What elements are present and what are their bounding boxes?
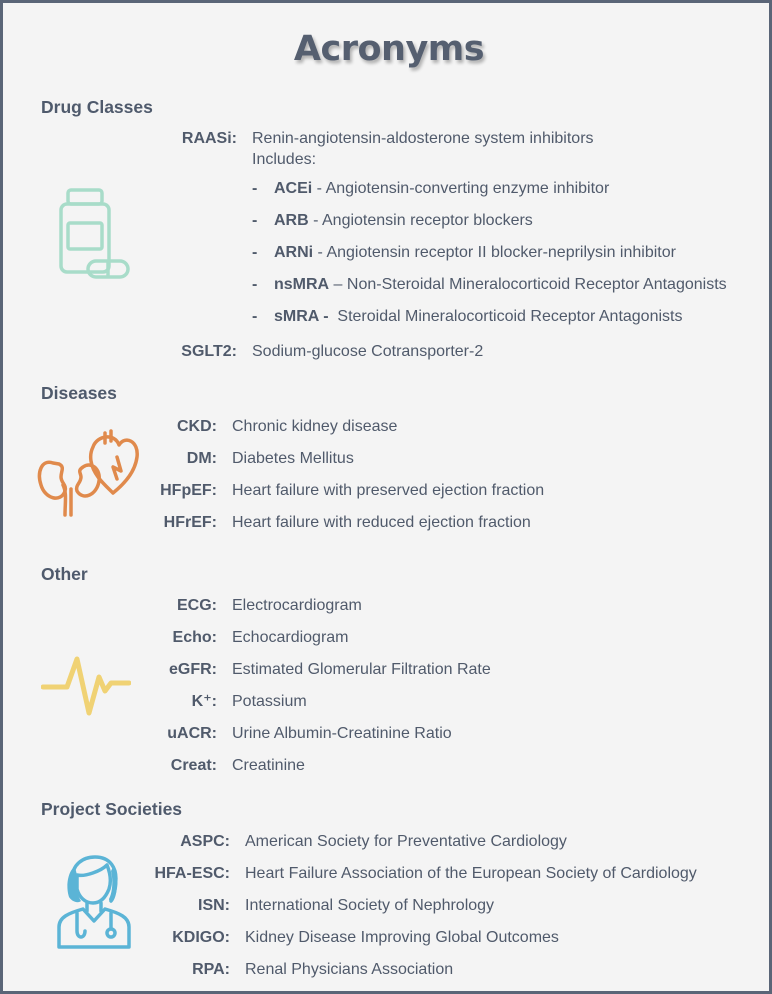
acronym-definition: Echocardiogram [232,629,349,646]
subclass-definition: - Angiotensin-converting enzyme inhibitor [312,180,610,197]
acronym-abbr: ISN: [198,897,230,914]
acronym-abbr: K⁺: [191,693,217,710]
raasi-subclass-text [274,307,682,327]
subclass-abbr: nsMRA [274,276,330,293]
acronym-abbr: CKD: [177,418,217,435]
def-raasi: Renin-angiotensin-aldosterone system inhibitors [252,130,594,147]
acronym-abbr: ASPC: [180,833,230,850]
raasi-subclass-text [274,179,609,199]
acronym-definition: American Society for Preventative Cardiology [245,833,567,850]
abbr-raasi: RAASi: [181,130,237,147]
acronym-definition: Electrocardiogram [232,597,362,614]
acronym-abbr: eGFR: [169,661,217,678]
list-dash: - [252,180,258,197]
acronym-definition: Heart Failure Association of the European Society of Cardiology [245,865,697,882]
subclass-abbr: sMRA - [274,308,329,325]
acronym-abbr: uACR: [167,725,217,742]
acronym-definition: Creatinine [232,757,305,774]
acronym-abbr: RPA: [192,961,230,978]
page-title: Acronyms [293,29,485,69]
acronym-definition: Diabetes Mellitus [232,450,354,467]
subclass-definition: – Non-Steroidal Mineralocorticoid Receptor Antagonists [329,276,727,293]
acronym-definition: Kidney Disease Improving Global Outcomes [245,929,559,946]
raasi-subclass-text [274,211,533,231]
subclass-abbr: ACEi [274,180,313,197]
acronym-definition: Chronic kidney disease [232,418,398,435]
abbr-sglt2: SGLT2: [181,343,237,360]
acronym-abbr: ECG: [177,597,217,614]
list-dash: - [252,244,258,261]
acronym-abbr: KDIGO: [172,929,230,946]
subclass-definition: Steroidal Mineralocorticoid Receptor Antagonists [328,308,683,325]
acronym-definition: International Society of Nephrology [245,897,495,914]
acronym-abbr: HFpEF: [160,482,217,499]
acronym-abbr: DM: [186,450,217,467]
acronym-definition: Heart failure with reduced ejection fraction [232,514,531,531]
raasi-subclass-text [274,243,676,263]
list-dash: - [252,212,258,229]
acronym-definition: Renal Physicians Association [245,961,454,978]
section-heading-project-societies: Project Societies [41,799,183,819]
subclass-abbr: ARB [274,212,309,229]
pill-bottle-icon [58,187,132,286]
kidney-heart-icon [35,427,141,524]
list-dash: - [252,276,258,293]
section-heading-other: Other [41,564,88,584]
acronym-abbr: Echo: [172,629,217,646]
acronym-definition: Estimated Glomerular Filtration Rate [232,661,491,678]
acronym-definition: Urine Albumin-Creatinine Ratio [232,725,452,742]
acronym-definition: Heart failure with preserved ejection fraction [232,482,545,499]
raasi-subclass-text [274,275,727,295]
section-heading-drug-classes: Drug Classes [41,97,153,117]
acronym-abbr: Creat: [170,757,217,774]
list-dash: - [252,308,258,325]
subclass-definition: - Angiotensin receptor blockers [308,212,533,229]
acronym-definition: Potassium [232,693,307,710]
acronym-abbr: HFA-ESC: [154,865,230,882]
subclass-abbr: ARNi [274,244,314,261]
def-sglt2: Sodium-glucose Cotransporter-2 [252,343,484,360]
includes-label: Includes: [252,151,317,168]
subclass-definition: - Angiotensin receptor II blocker-neprilysin inhibitor [313,244,676,261]
acronym-abbr: HFrEF: [163,514,217,531]
section-heading-diseases: Diseases [41,383,117,403]
